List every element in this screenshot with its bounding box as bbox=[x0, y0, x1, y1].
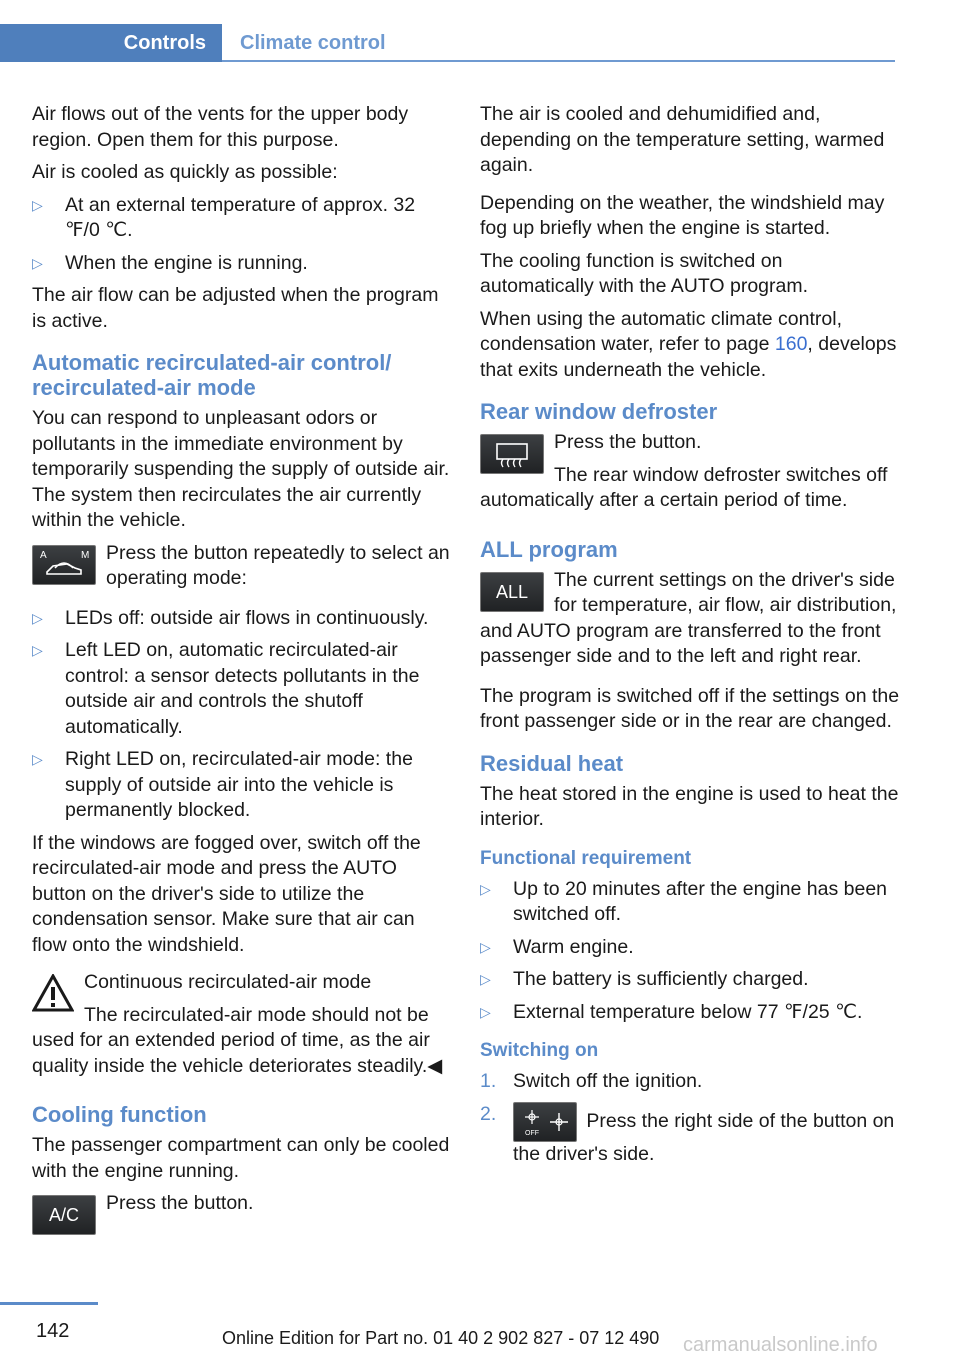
page-number: 142 bbox=[36, 1320, 70, 1342]
list-item: ▷ Up to 20 minutes after the engine has been switched off. bbox=[480, 877, 888, 925]
heading-rear-window-defroster: Rear window defroster bbox=[480, 399, 718, 424]
ac-instruction bbox=[32, 1191, 452, 1239]
paragraph: Depending on the weather, the windshield may fog up briefly when the engine is started. bbox=[480, 191, 885, 239]
section-tab-climate-control[interactable]: Climate control bbox=[240, 32, 386, 54]
paragraph: The heat stored in the engine is used to heat the interior. bbox=[480, 782, 899, 830]
paragraph: The cooling function is switched on automatically with the AUTO program. bbox=[480, 249, 809, 297]
svg-text:A: A bbox=[40, 549, 47, 561]
heading-residual-heat: Residual heat bbox=[480, 750, 624, 776]
list-item: ▷ External temperature below 77 ℉/25 ℃. bbox=[480, 1000, 900, 1026]
warning-text: The recirculated-air mode should not be used for an extended period of time, as the air quality inside the vehicle deteriorates steadily.◀ bbox=[32, 1003, 443, 1077]
off-label: OFF bbox=[525, 1129, 539, 1137]
paragraph: The current settings on the driver's side for temperature, air flow, air distribution, and AUTO program are transferred to the front passenger side and to the left and right rear. bbox=[480, 568, 897, 667]
heading-switching-on: Switching on bbox=[480, 1040, 599, 1061]
right-column bbox=[480, 102, 900, 1174]
paragraph: Air flows out of the vents for the upper body region. Open them for this purpose. bbox=[32, 103, 409, 151]
header-divider bbox=[222, 60, 895, 62]
triangle-bullet-icon: ▷ bbox=[480, 938, 491, 955]
paragraph: When using the automatic climate control, condensation water, refer to page 160, develops that exits underneath the vehicle. bbox=[480, 307, 897, 381]
paragraph: Press the button repeatedly to select an operating mode: bbox=[106, 541, 450, 589]
step-item: 1. Switch off the ignition. bbox=[480, 1069, 900, 1095]
list-item: ▷ Right LED on, recirculated-air mode: the supply of outside air into the vehicle is permanently blocked. bbox=[32, 748, 413, 821]
recirculated-air-button-icon bbox=[32, 545, 96, 585]
paragraph: The air is cooled and dehumidified and, depending on the temperature setting, warmed again. bbox=[480, 103, 885, 176]
list-item: ▷ The battery is sufficiently charged. bbox=[480, 967, 900, 993]
paragraph: Air is cooled as quickly as possible: bbox=[32, 161, 338, 183]
paragraph: You can respond to unpleasant odors or pollutants in the immediate environment by temporarily suspending the supply of outside air. The system then recirculates the air currently within the vehicle. bbox=[32, 407, 450, 531]
left-column bbox=[32, 102, 452, 1246]
step-item: 2. OFF Press the right side of the button on the driver's side. bbox=[480, 1102, 895, 1165]
rear-defroster-button-icon bbox=[480, 434, 544, 474]
warning-note bbox=[32, 970, 452, 1086]
defroster-instruction bbox=[480, 430, 900, 521]
triangle-bullet-icon: ▷ bbox=[32, 196, 43, 213]
step-number: 2. bbox=[480, 1102, 497, 1125]
heading-functional-requirement: Functional requirement bbox=[480, 847, 692, 869]
paragraph: Press the button. bbox=[106, 1192, 254, 1214]
residual-heat-button-icon bbox=[513, 1102, 577, 1142]
list-item: ▷ Warm engine. bbox=[480, 935, 900, 961]
triangle-bullet-icon: ▷ bbox=[480, 1003, 491, 1020]
list-item: ▷ At an external temperature of approx. 32 ℉/0 ℃. bbox=[32, 193, 416, 241]
all-instruction bbox=[480, 568, 900, 677]
page-header bbox=[0, 24, 895, 62]
recirc-instruction bbox=[32, 541, 452, 599]
watermark-text: carmanualsonline.info bbox=[683, 1334, 878, 1356]
paragraph: Press the button. bbox=[554, 431, 702, 453]
list-item: ▷ LEDs off: outside air flows in continuously. bbox=[32, 606, 452, 632]
ac-button-icon: A/C bbox=[32, 1195, 96, 1235]
heading-recirculated-air: Automatic recirculated-air control/ recirculated-air mode bbox=[32, 350, 392, 400]
heading-all-program: ALL program bbox=[480, 536, 618, 562]
triangle-bullet-icon: ▷ bbox=[480, 880, 491, 897]
triangle-bullet-icon: ▷ bbox=[32, 751, 43, 767]
page-reference-link[interactable]: 160 bbox=[774, 333, 808, 355]
paragraph: The air flow can be adjusted when the program is active. bbox=[32, 284, 439, 332]
triangle-bullet-icon: ▷ bbox=[480, 971, 491, 987]
footer-bar bbox=[0, 1302, 98, 1305]
paragraph: The program is switched off if the settings on the front passenger side or in the rear are changed. bbox=[480, 684, 900, 732]
triangle-bullet-icon: ▷ bbox=[32, 642, 43, 658]
heading-cooling-function: Cooling function bbox=[32, 1102, 207, 1127]
triangle-bullet-icon: ▷ bbox=[32, 254, 43, 271]
section-tab-controls[interactable]: Controls bbox=[0, 24, 222, 62]
paragraph: The rear window defroster switches off automatically after a certain period of time. bbox=[480, 463, 888, 511]
triangle-bullet-icon: ▷ bbox=[32, 609, 43, 626]
warning-triangle-icon bbox=[32, 974, 74, 1012]
all-button-icon: ALL bbox=[480, 572, 544, 612]
paragraph: The passenger compartment can only be cooled with the engine running. bbox=[32, 1134, 450, 1182]
paragraph: If the windows are fogged over, switch off the recirculated-air mode and press the AUTO button on the driver's side to utilize the condensation sensor. Make sure that air can flow onto the windshield. bbox=[32, 831, 421, 956]
warning-title: Continuous recirculated-air mode bbox=[84, 971, 372, 993]
svg-text:M: M bbox=[81, 549, 90, 561]
step-number: 1. bbox=[480, 1070, 497, 1092]
list-item: ▷ When the engine is running. bbox=[32, 251, 452, 277]
edition-text: Online Edition for Part no. 01 40 2 902 827 - 07 12 490 bbox=[222, 1328, 660, 1348]
list-item: ▷ Left LED on, automatic recirculated-air control: a sensor detects pollutants in the outside air and controls the shutoff automatically. bbox=[32, 639, 420, 738]
